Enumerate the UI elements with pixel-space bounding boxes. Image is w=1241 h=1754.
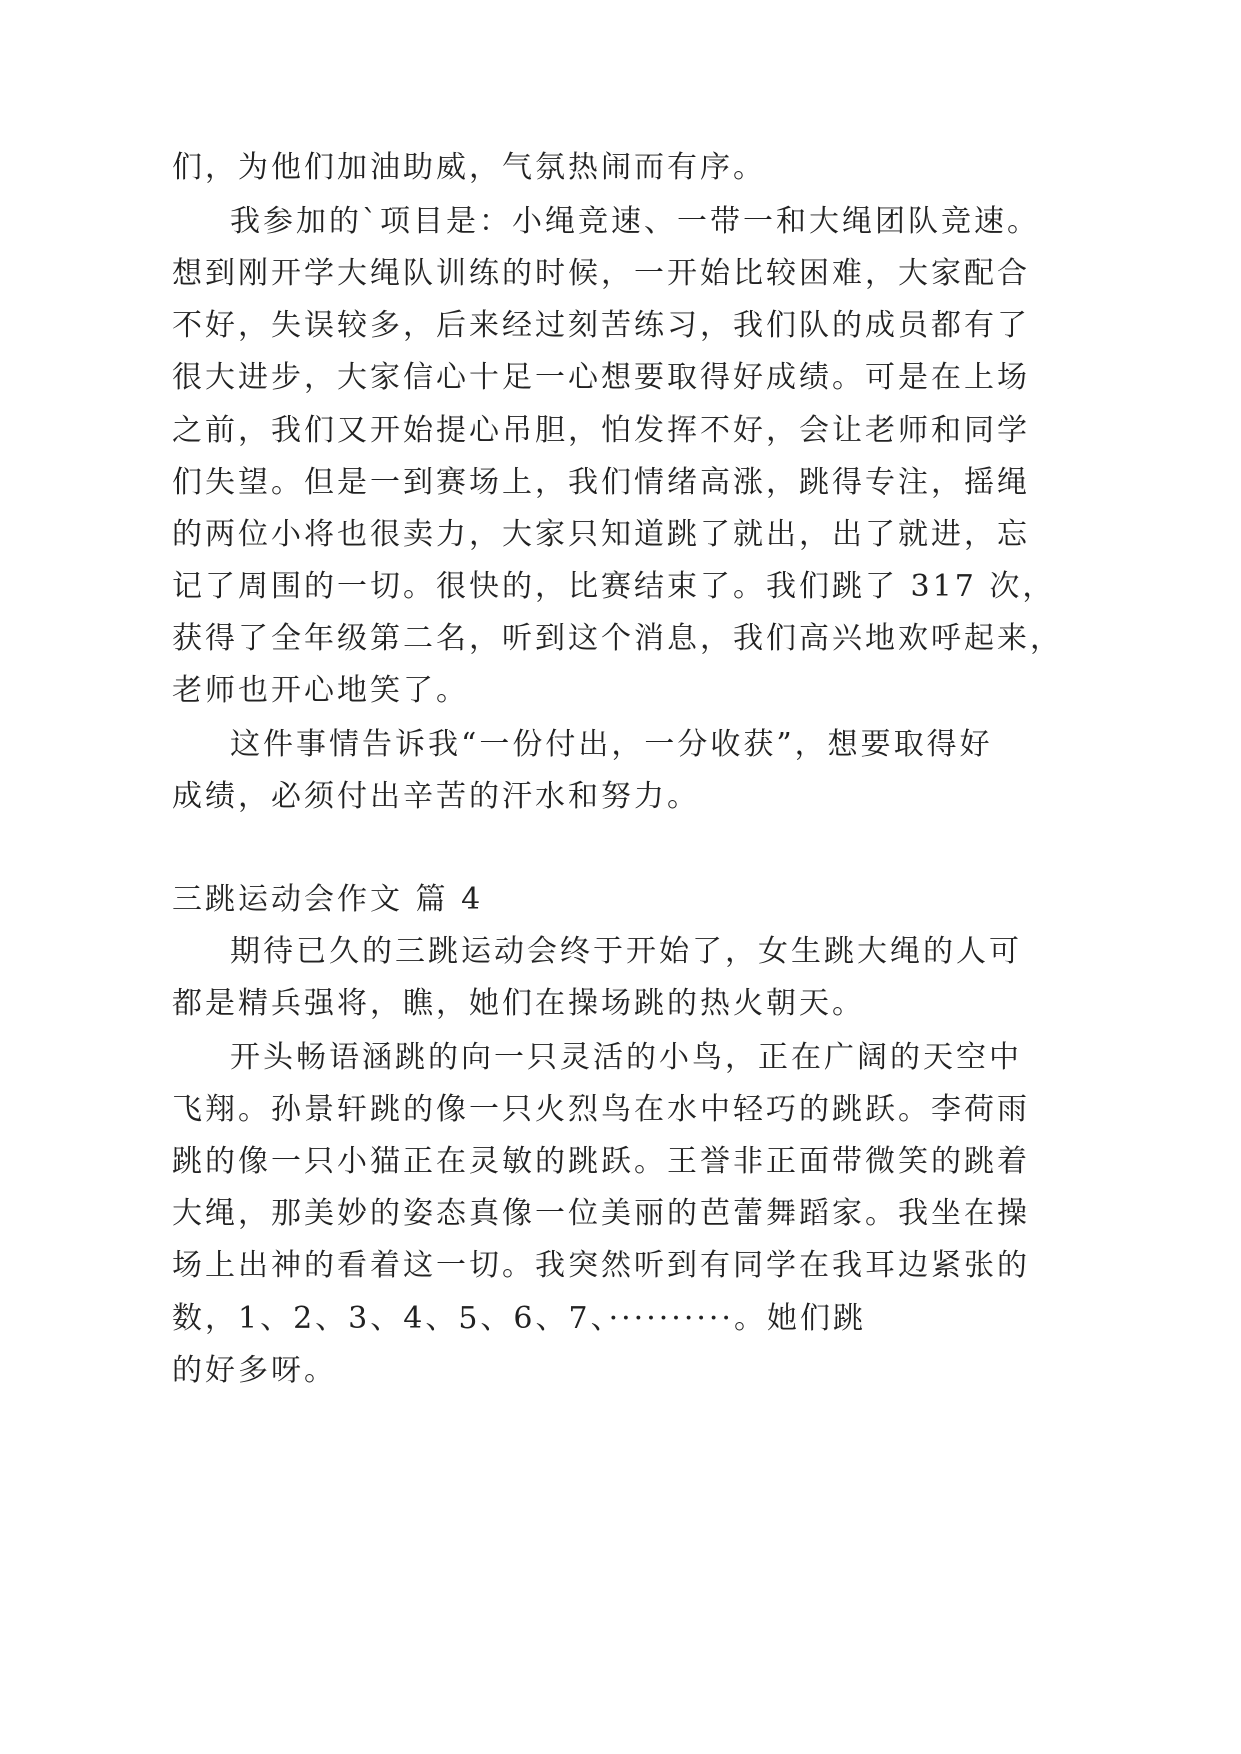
text-line-8: 的两位小将也很卖力，大家只知道跳了就出，出了就进，忘	[172, 517, 1030, 552]
text-line-2: 我参加的`项目是：小绳竞速、一带一和大绳团队竞速。	[230, 204, 1040, 239]
text-line-18: 飞翔。孙景轩跳的像一只火烈鸟在水中轻巧的跳跃。李荷雨	[172, 1092, 1030, 1127]
section-heading: 三跳运动会作文 篇 4	[172, 882, 484, 917]
text-line-20: 大绳，那美妙的姿态真像一位美丽的芭蕾舞蹈家。我坐在操	[172, 1196, 1030, 1231]
text-line-9: 记了周围的一切。很快的，比赛结束了。我们跳了 317 次，	[172, 569, 1056, 604]
text-line-22: 数，1、2、3、4、5、6、7、··········。她们跳	[172, 1301, 866, 1336]
text-line-6: 之前，我们又开始提心吊胆，怕发挥不好，会让老师和同学	[172, 413, 1030, 448]
text-line-3: 想到刚开学大绳队训练的时候，一开始比较困难，大家配合	[172, 256, 1030, 291]
text-line-19: 跳的像一只小猫正在灵敏的跳跃。王誉非正面带微笑的跳着	[172, 1144, 1030, 1179]
text-line-15: 期待已久的三跳运动会终于开始了，女生跳大绳的人可	[230, 934, 1022, 969]
text-line-1: 们，为他们加油助威，气氛热闹而有序。	[172, 150, 766, 185]
text-line-16: 都是精兵强将，瞧，她们在操场跳的热火朝天。	[172, 986, 865, 1021]
text-line-13: 成绩，必须付出辛苦的汗水和努力。	[172, 779, 700, 814]
text-line-5: 很大进步，大家信心十足一心想要取得好成绩。可是在上场	[172, 360, 1030, 395]
text-line-12: 这件事情告诉我“一份付出，一分收获”，想要取得好	[230, 727, 993, 762]
text-line-4: 不好，失误较多，后来经过刻苦练习，我们队的成员都有了	[172, 308, 1030, 343]
text-line-7: 们失望。但是一到赛场上，我们情绪高涨，跳得专注，摇绳	[172, 465, 1030, 500]
text-line-23: 的好多呀。	[172, 1353, 337, 1388]
text-line-11: 老师也开心地笑了。	[172, 673, 469, 708]
text-line-17: 开头畅语涵跳的向一只灵活的小鸟，正在广阔的天空中	[230, 1040, 1022, 1075]
text-line-21: 场上出神的看着这一切。我突然听到有同学在我耳边紧张的	[172, 1248, 1030, 1283]
text-line-10: 获得了全年级第二名，听到这个消息，我们高兴地欢呼起来，	[172, 621, 1063, 656]
